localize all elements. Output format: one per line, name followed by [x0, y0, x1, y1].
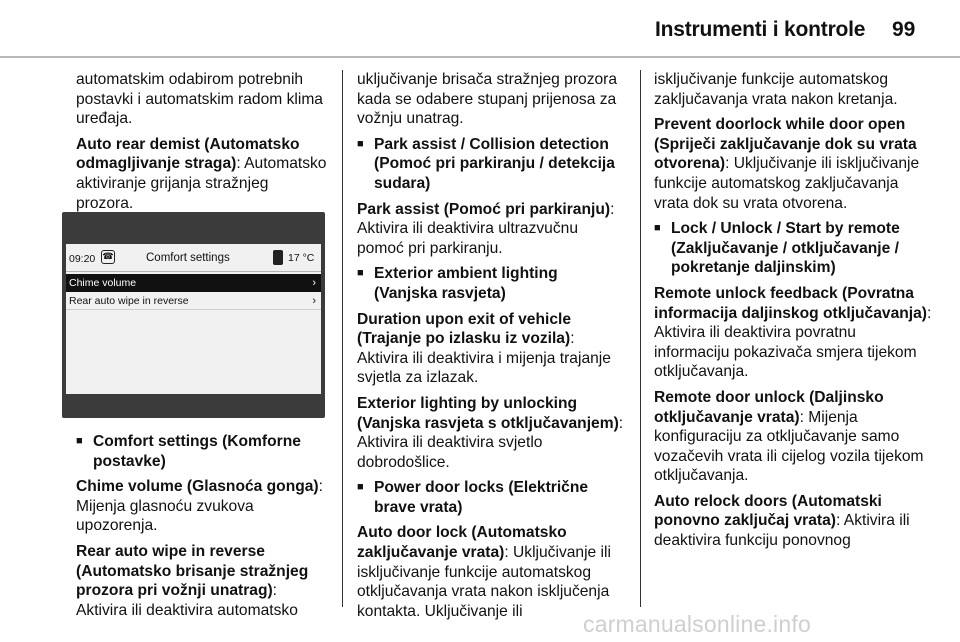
- header-divider: [0, 56, 960, 58]
- term: Exterior lighting by unlocking (Vanjska rasvjeta s otključavanjem): [357, 394, 619, 432]
- term: Chime volume (Glasnoća gonga): [76, 478, 319, 496]
- page-header-title: Instrumenti i kontrole: [655, 18, 866, 41]
- term: Prevent doorlock while door open (Spriječi zaključavanje dok su vrata otvorena): [654, 116, 917, 173]
- paragraph: Auto relock doors (Automatski ponovno zaključaj vrata): Aktivira ili deaktivira funkciju ponovnog: [654, 492, 910, 550]
- term: Auto rear demist (Automatsko odmagljivanje straga): [76, 135, 300, 173]
- bullet-heading: ■ Exterior ambient lighting (Vanjska rasvjeta): [357, 264, 625, 303]
- term: Duration upon exit of vehicle (Trajanje po izlasku iz vozila): [357, 310, 572, 348]
- paragraph: isključivanje funkcije automatskog zaključavanja vrata nakon kretanja.: [654, 71, 898, 108]
- text-column-1: [76, 70, 328, 219]
- thermometer-icon: [273, 250, 283, 265]
- paragraph: Remote unlock feedback (Povratna informacija daljinskog otključavanja): Aktivira ili deaktivira povratnu informaciju pokazivača smjera tijekom otključavanja.: [654, 284, 932, 381]
- column-divider: [342, 70, 343, 607]
- chevron-right-icon: ›: [312, 295, 316, 307]
- paragraph: Duration upon exit of vehicle (Trajanje po izlasku iz vozila): Aktivira ili deaktivira i mijenja trajanje svjetla za izlazak.: [357, 310, 611, 387]
- paragraph: Remote door unlock (Daljinsko otključavanje vrata): Mijenja konfiguraciju za otključavanje samo vozačevih vrata ili cijelog vozila tijekom otključavanja.: [654, 388, 924, 485]
- paragraph: Chime volume (Glasnoća gonga): Mijenja glasnoću zvukova upozorenja.: [76, 478, 323, 535]
- bullet-heading: ■ Comfort settings (Komforne postavke): [76, 432, 328, 471]
- paragraph: Park assist (Pomoć pri parkiranju): Aktivira ili deaktivira ultrazvučnu pomoć pri parkiranju.: [357, 200, 615, 257]
- text-column-2: [357, 70, 625, 627]
- display-status-bar: [66, 244, 321, 272]
- paragraph: Rear auto wipe in reverse (Automatsko brisanje stražnjeg prozora pri vožnji unatrag): Aktivira ili deaktivira automatsko: [76, 542, 309, 619]
- term: Park assist (Pomoć pri parkiranju): [357, 200, 611, 218]
- term: Auto relock doors (Automatski ponovno zaključaj vrata): [654, 492, 882, 530]
- term: Auto door lock (Automatsko zaključavanje vrata): [357, 524, 567, 562]
- bullet-heading: ■ Park assist / Collision detection (Pomoć pri parkiranju / detekcija sudara): [357, 135, 625, 194]
- paragraph: Prevent doorlock while door open (Spriječi zaključavanje dok su vrata otvorena): Uključivanje ili isključivanje funkcije automatskog zaključavanja vrata dok su vrata otvorena.: [654, 116, 920, 212]
- text-column-3: [654, 70, 934, 557]
- watermark: carmanualsonline.info: [583, 611, 811, 637]
- display-temperature: 17 °C: [288, 252, 315, 264]
- paragraph: Exterior lighting by unlocking (Vanjska rasvjeta s otključavanjem): Aktivira ili deaktivira svjetlo dobrodošlice.: [357, 394, 624, 471]
- display-title: Comfort settings: [146, 252, 230, 264]
- column-divider: [640, 70, 641, 607]
- bullet-heading: ■ Lock / Unlock / Start by remote (Zaključavanje / otključavanje / pokretanje daljinskim): [654, 219, 934, 278]
- term: Remote unlock feedback (Povratna informacija daljinskog otključavanja): [654, 284, 927, 322]
- term: Remote door unlock (Daljinsko otključavanje vrata): [654, 388, 884, 426]
- paragraph: Auto door lock (Automatsko zaključavanje vrata): Uključivanje ili isključivanje funkcije automatskog otključavanja vrata nakon isključenja kontakta. Uključivanje ili: [357, 524, 611, 620]
- page-number: 99: [892, 18, 916, 41]
- paragraph: automatskim odabirom potrebnih postavki i automatskim radom klima uređaja.: [76, 71, 323, 128]
- display-time: 09:20: [69, 253, 96, 265]
- phone-icon: ☎: [101, 250, 115, 264]
- text-column-1-continued: [76, 432, 328, 626]
- display-menu-item: Rear auto wipe in reverse ›: [66, 292, 321, 310]
- display-menu-item-selected: Chime volume ›: [66, 274, 321, 292]
- bullet-heading: ■ Power door locks (Električne brave vrata): [357, 478, 625, 517]
- paragraph: uključivanje brisača stražnjeg prozora kada se odabere stupanj prijenosa za vožnju unatrag.: [357, 71, 618, 128]
- display-screenshot: [66, 244, 321, 394]
- paragraph: Auto rear demist (Automatsko odmagljivanje straga): Automatsko aktiviranje grijanja stražnjeg prozora.: [76, 135, 327, 212]
- chevron-right-icon: ›: [312, 277, 316, 289]
- term: Rear auto wipe in reverse (Automatsko brisanje stražnjeg prozora pri vožnji unatrag): [76, 542, 309, 600]
